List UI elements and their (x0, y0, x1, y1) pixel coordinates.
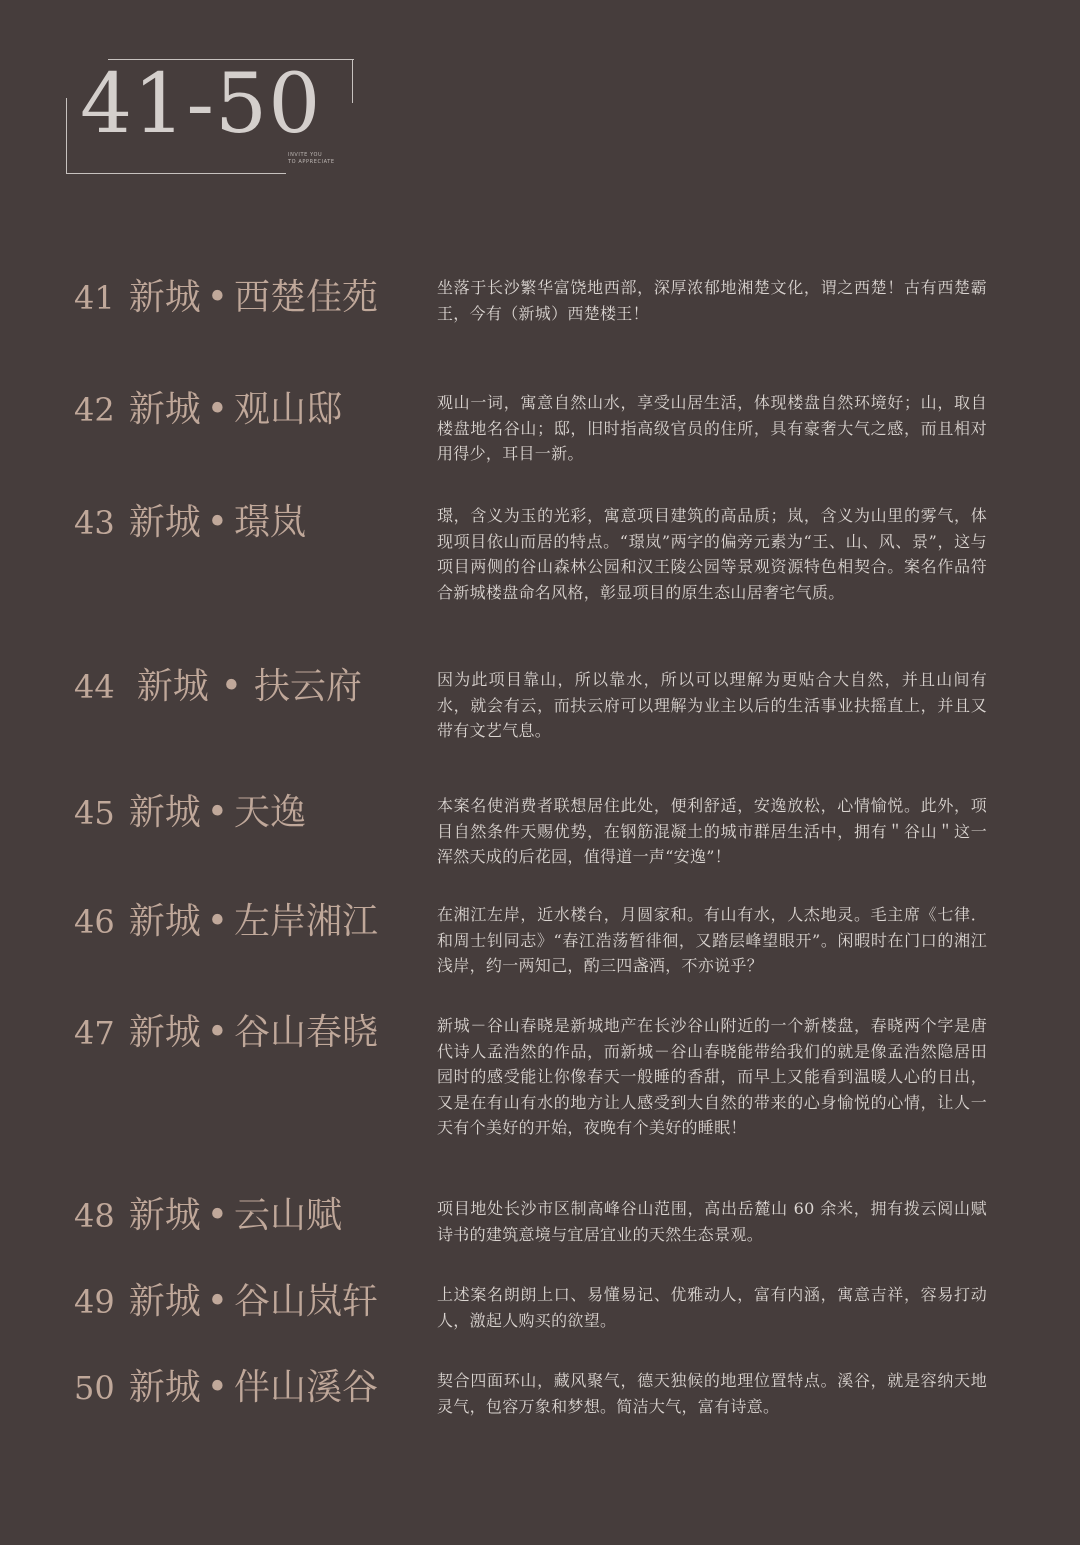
entry-name: 伴山溪谷 (233, 1367, 378, 1408)
entry-prefix: 新城 (128, 792, 201, 833)
entry-dot: • (206, 389, 228, 430)
entry-number: 43 (74, 504, 115, 542)
entry-dot: • (206, 792, 228, 833)
entry-dot: • (206, 1367, 228, 1408)
entry-name: 谷山岚轩 (233, 1281, 378, 1322)
entry-number: 50 (74, 1369, 115, 1407)
entry-prefix: 新城 (128, 502, 201, 543)
entry-name: 谷山春晓 (233, 1012, 378, 1053)
entry-number: 47 (74, 1014, 115, 1052)
entry-name: 扶云府 (253, 666, 362, 707)
entry-description: 项目地处长沙市区制高峰谷山范围，高出岳麓山 60 余米，拥有拨云阅山赋诗书的建筑意境与宜居宜业的天然生态景观。 (437, 1199, 987, 1244)
entry-name: 璟岚 (233, 502, 306, 543)
entry-number: 46 (74, 903, 115, 941)
entry-description: 契合四面环山，藏风聚气，德天独候的地理位置特点。溪谷，就是容纳天地灵气，包容万象和梦想。简洁大气，富有诗意。 (437, 1371, 987, 1416)
entry-name: 云山赋 (233, 1195, 342, 1236)
entry-prefix: 新城 (128, 1281, 201, 1322)
entry-number: 41 (74, 279, 115, 317)
entry-name: 左岸湘江 (233, 901, 378, 942)
entry-name: 天逸 (233, 792, 306, 833)
entry-description: 璟，含义为玉的光彩，寓意项目建筑的高品质；岚，含义为山里的雾气，体现项目依山而居的特点。“璟岚”两字的偏旁元素为“王、山、风、景”，这与项目两侧的谷山森林公园和汉王陵公园等景观资源特色相契合。案名作品符合新城楼盘命名风格，彰显项目的原生态山居奢宅气质。 (437, 506, 987, 602)
entry-prefix: 新城 (128, 389, 201, 430)
entry-title (74, 503, 306, 543)
subtitle-line-2: TO APPRECIATE (288, 159, 335, 165)
entry-name: 西楚佳苑 (233, 277, 378, 318)
entry-name: 观山邸 (233, 389, 342, 430)
entry-description: 观山一词，寓意自然山水，享受山居生活，体现楼盘自然环境好；山，取自楼盘地名谷山；邸，旧时指高级官员的住所，具有豪奢大气之感，而且相对用得少，耳目一新。 (437, 393, 987, 463)
entry-description: 本案名使消费者联想居住此处，便利舒适，安逸放松，心情愉悦。此外，项目自然条件天赐优势，在钢筋混凝土的城市群居生活中，拥有＂谷山＂这一浑然天成的后花园，值得道一声“安逸”！ (437, 796, 987, 866)
entry-description: 新城－谷山春晓是新城地产在长沙谷山附近的一个新楼盘，春晓两个字是唐代诗人孟浩然的作品，而新城－谷山春晓能带给我们的就是像孟浩然隐居田园时的感受能让你像春天一般睡的香甜，而早上又能看到温暖人心的日出，又是在有山有水的地方让人感受到大自然的带来的心身愉悦的心情，让人一天有个美好的开始，夜晚有个美好的睡眠！ (437, 1016, 987, 1137)
entry-dot: • (206, 1195, 228, 1236)
entry-prefix: 新城 (128, 277, 201, 318)
entry-number: 44 (74, 668, 115, 706)
entry-dot: • (206, 901, 228, 942)
entry-number: 49 (74, 1283, 115, 1321)
subtitle-line-1: INVITE YOU (288, 152, 323, 158)
entry-prefix: 新城 (128, 901, 201, 942)
entry-title (74, 390, 342, 430)
entry-dot: • (206, 1012, 228, 1053)
entry-description: 因为此项目靠山，所以靠水，所以可以理解为更贴合大自然，并且山间有水，就会有云，而扶云府可以理解为业主以后的生活事业扶摇直上，并且又带有文艺气息。 (437, 670, 987, 740)
entry-title (74, 1196, 342, 1236)
entry-title (74, 1013, 378, 1053)
entry-title (74, 278, 378, 318)
entry-prefix: 新城 (128, 1195, 201, 1236)
entry-description: 在湘江左岸，近水楼台，月圆家和。有山有水，人杰地灵。毛主席《七律．和周士钊同志》“春江浩荡暂徘徊，又踏层峰望眼开”。闲暇时在门口的湘江浅岸，约一两知己，酌三四盏酒，不亦说乎？ (437, 905, 987, 975)
entry-dot: • (206, 277, 228, 318)
entry-number: 45 (74, 794, 115, 832)
entry-description: 坐落于长沙繁华富饶地西部，深厚浓郁地湘楚文化，谓之西楚！古有西楚霸王，今有（新城）西楚楼王！ (437, 278, 987, 323)
entry-prefix: 新城 (128, 1367, 201, 1408)
entry-title (74, 902, 378, 942)
range-title: 41-50 (80, 57, 322, 152)
entry-dot: • (206, 502, 228, 543)
entry-title (74, 667, 362, 707)
entry-dot: • (220, 666, 242, 707)
entry-description: 上述案名朗朗上口、易懂易记、优雅动人，富有内涵，寓意吉祥，容易打动人，激起人购买的欲望。 (437, 1285, 987, 1330)
entry-prefix: 新城 (128, 1012, 201, 1053)
entry-title (74, 1368, 378, 1408)
entry-title (74, 1282, 378, 1322)
entry-number: 48 (74, 1197, 115, 1235)
entry-title (74, 793, 306, 833)
entry-prefix: 新城 (136, 666, 209, 707)
entry-number: 42 (74, 391, 115, 429)
entry-dot: • (206, 1281, 228, 1322)
